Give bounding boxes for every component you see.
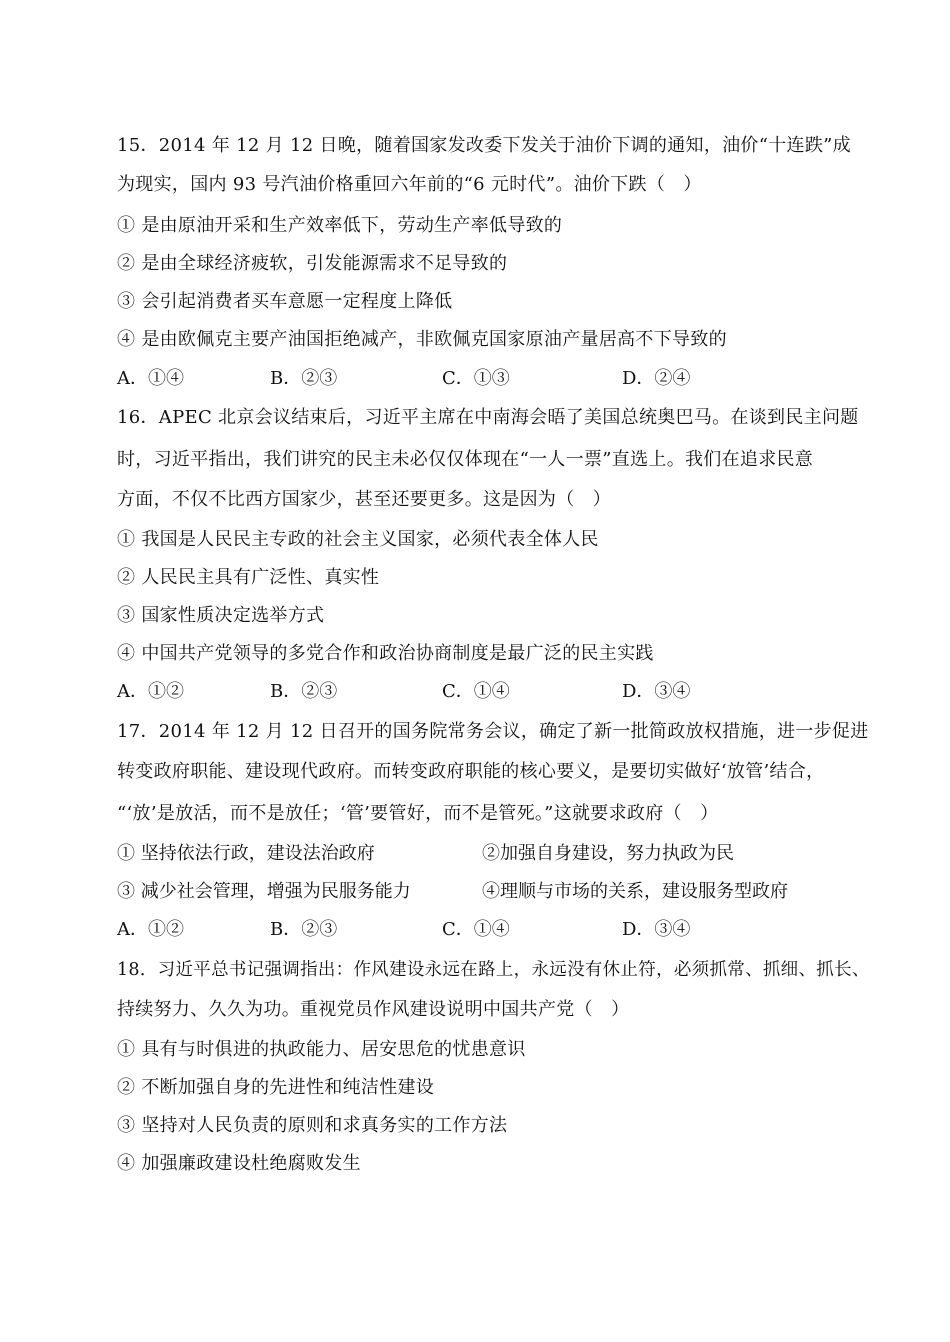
question-15-statement-1: ① 是由原油开采和生产效率低下，劳动生产率低导致的 (117, 215, 563, 236)
question-17-statement-4: ④理顺与市场的关系，建设服务型政府 (482, 881, 788, 902)
question-18-stem-line-2: 持续努力、久久为功。重视党员作风建设说明中国共产党（ ） (117, 999, 630, 1020)
question-16-option-c: C．①④ (442, 681, 510, 702)
question-15-statement-2: ② 是由全球经济疲软，引发能源需求不足导致的 (117, 253, 508, 274)
question-16-option-b: B．②③ (270, 681, 338, 702)
question-17-stem-line-2: 转变政府职能、建设现代政府。而转变政府职能的核心要义，是要切实做好‘放管’结合， (117, 761, 825, 782)
question-16-option-d: D．③④ (622, 681, 691, 702)
question-17-option-b: B．②③ (270, 919, 338, 940)
question-16-option-a: A．①② (117, 681, 184, 702)
question-15-stem-line-1: 15．2014 年 12 月 12 日晚，随着国家发改委下发关于油价下调的通知，油价“十连跌”成 (117, 135, 851, 156)
question-16-stem-line-2: 时，习近平指出，我们讲究的民主未必仅仅体现在“一人一票”直选上。我们在追求民意 (117, 449, 814, 470)
question-17-option-a: A．①② (117, 919, 184, 940)
question-15-option-a: A．①④ (117, 368, 184, 389)
question-18-statement-1: ① 具有与时俱进的执政能力、居安思危的忧患意识 (117, 1039, 526, 1060)
question-17-statement-2: ②加强自身建设，努力执政为民 (482, 843, 734, 864)
question-15-option-c: C．①③ (442, 368, 510, 389)
question-16-statement-3: ③ 国家性质决定选举方式 (117, 605, 325, 626)
question-17-statement-1: ① 坚持依法行政，建设法治政府 (117, 843, 375, 864)
question-17-option-c: C．①④ (442, 919, 510, 940)
question-15-option-d: D．②④ (622, 368, 691, 389)
question-16-stem-line-3: 方面，不仅不比西方国家少，甚至还要更多。这是因为（ ） (117, 489, 612, 510)
question-15-statement-3: ③ 会引起消费者买车意愿一定程度上降低 (117, 291, 453, 312)
question-16-stem-line-1: 16．APEC 北京会议结束后，习近平主席在中南海会晤了美国总统奥巴马。在谈到民主问题 (117, 407, 859, 428)
question-18-statement-3: ③ 坚持对人民负责的原则和求真务实的工作方法 (117, 1115, 508, 1136)
question-18-statement-2: ② 不断加强自身的先进性和纯洁性建设 (117, 1077, 435, 1098)
question-16-statement-1: ① 我国是人民民主专政的社会主义国家，必须代表全体人民 (117, 529, 599, 550)
question-15-statement-4: ④ 是由欧佩克主要产油国拒绝减产，非欧佩克国家原油产量居高不下导致的 (117, 329, 727, 350)
question-17-option-d: D．③④ (622, 919, 691, 940)
question-18-stem-line-1: 18．习近平总书记强调指出：作风建设永远在路上，永远没有休止符，必须抓常、抓细、抓长、 (117, 960, 870, 980)
question-16-statement-4: ④ 中国共产党领导的多党合作和政治协商制度是最广泛的民主实践 (117, 643, 654, 664)
question-17-stem-line-1: 17．2014 年 12 月 12 日召开的国务院常务会议，确定了新一批简政放权措施，进一步促进 (117, 721, 869, 742)
question-17-stem-line-3: “‘放’是放活，而不是放任；‘管’要管好，而不是管死。”这就要求政府（ ） (117, 803, 719, 824)
question-18-statement-4: ④ 加强廉政建设杜绝腐败发生 (117, 1153, 361, 1174)
question-17-statement-3: ③ 减少社会管理，增强为民服务能力 (117, 881, 411, 902)
question-15-stem-line-2: 为现实，国内 93 号汽油价格重回六年前的“6 元时代”。油价下跌（ ） (117, 174, 702, 195)
question-16-statement-2: ② 人民民主具有广泛性、真实性 (117, 567, 380, 588)
question-15-option-b: B．②③ (270, 368, 338, 389)
